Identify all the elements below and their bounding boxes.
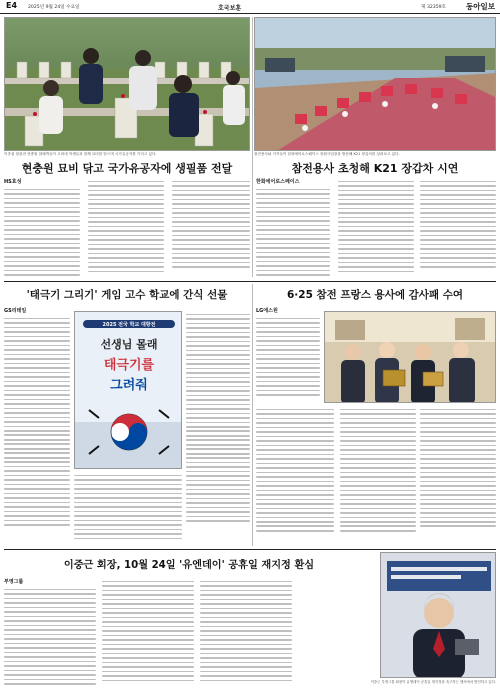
cemetery-photo — [4, 17, 250, 151]
article-body-4d — [420, 406, 496, 546]
photo-caption-2: 참전용사와 가족들이 한화에어로스페이스 창원사업장을 방문해 K21 장갑차를 살펴보고 있다. — [254, 152, 400, 156]
section-rule-2 — [4, 549, 496, 550]
poster-badge: 2025 전국 학교 대항전 — [102, 321, 156, 328]
column-divider-mid — [252, 284, 253, 546]
poster-title-2: 태극기를 — [103, 358, 155, 373]
page-header — [0, 0, 500, 14]
article-body-2 — [256, 186, 330, 276]
article-body-4b — [256, 406, 334, 546]
byline-4: LG에스원 — [256, 308, 278, 314]
article-body-5b — [102, 578, 194, 688]
headline-3: '태극기 그리기' 게임 고수 학교에 간식 선물 — [26, 289, 228, 301]
article-body-4c — [340, 406, 416, 546]
article-body-5 — [4, 586, 96, 688]
article-body-3 — [4, 315, 70, 545]
article-body-5c — [200, 578, 292, 688]
chairman-photo — [380, 552, 496, 678]
article-body-2b — [338, 178, 414, 276]
photo-caption-5: 이중근 부영그룹 회장이 유엔데이 공휴일 재지정을 촉구하는 행사에서 발언하고 있다. — [370, 680, 496, 684]
award-ceremony-photo — [324, 311, 496, 403]
page-label: E4 — [6, 1, 18, 10]
byline-1: HS효성 — [4, 179, 22, 185]
section-rule-1 — [4, 281, 496, 282]
parade-photo — [254, 17, 496, 151]
byline-5: 부영그룹 — [4, 579, 24, 585]
byline-2: 한화에어로스페이스 — [256, 179, 300, 185]
article-body-1 — [4, 186, 80, 276]
section-title: 호국보훈 — [218, 5, 242, 12]
byline-3: GS리테일 — [4, 308, 27, 314]
article-body-3b — [74, 472, 182, 546]
game-poster — [74, 311, 182, 469]
headline-5: 이중근 회장, 10월 24일 '유엔데이' 공휴일 재지정 환심 — [63, 560, 315, 571]
headline-2: 참전용사 초청해 K21 장갑차 시연 — [291, 162, 459, 175]
article-body-1c — [172, 178, 250, 276]
article-body-4 — [256, 315, 320, 401]
article-body-2c — [420, 178, 496, 276]
issue-number: 제 32359호 — [421, 5, 446, 10]
newspaper-logo: 동아일보 — [466, 2, 495, 11]
article-body-3c — [186, 311, 250, 545]
headline-4: 6·25 참전 프랑스 용사에 감사패 수여 — [286, 289, 464, 301]
column-divider-top — [252, 17, 253, 277]
issue-date: 2025년 9월 24일 수요일 — [28, 5, 80, 10]
poster-title-1: 선생님 몰래 — [100, 338, 158, 351]
poster-title-3: 그려줘 — [110, 378, 148, 393]
article-body-1b — [88, 178, 164, 276]
photo-caption-1: 이종섭 장관과 현충원 참배객들이 고려대 학생들과 함께 묘비를 닦으며 국가유공자를 기리고 있다. — [4, 152, 157, 156]
headline-1: 현충원 묘비 닦고 국가유공자에 생필품 전달 — [21, 162, 233, 175]
